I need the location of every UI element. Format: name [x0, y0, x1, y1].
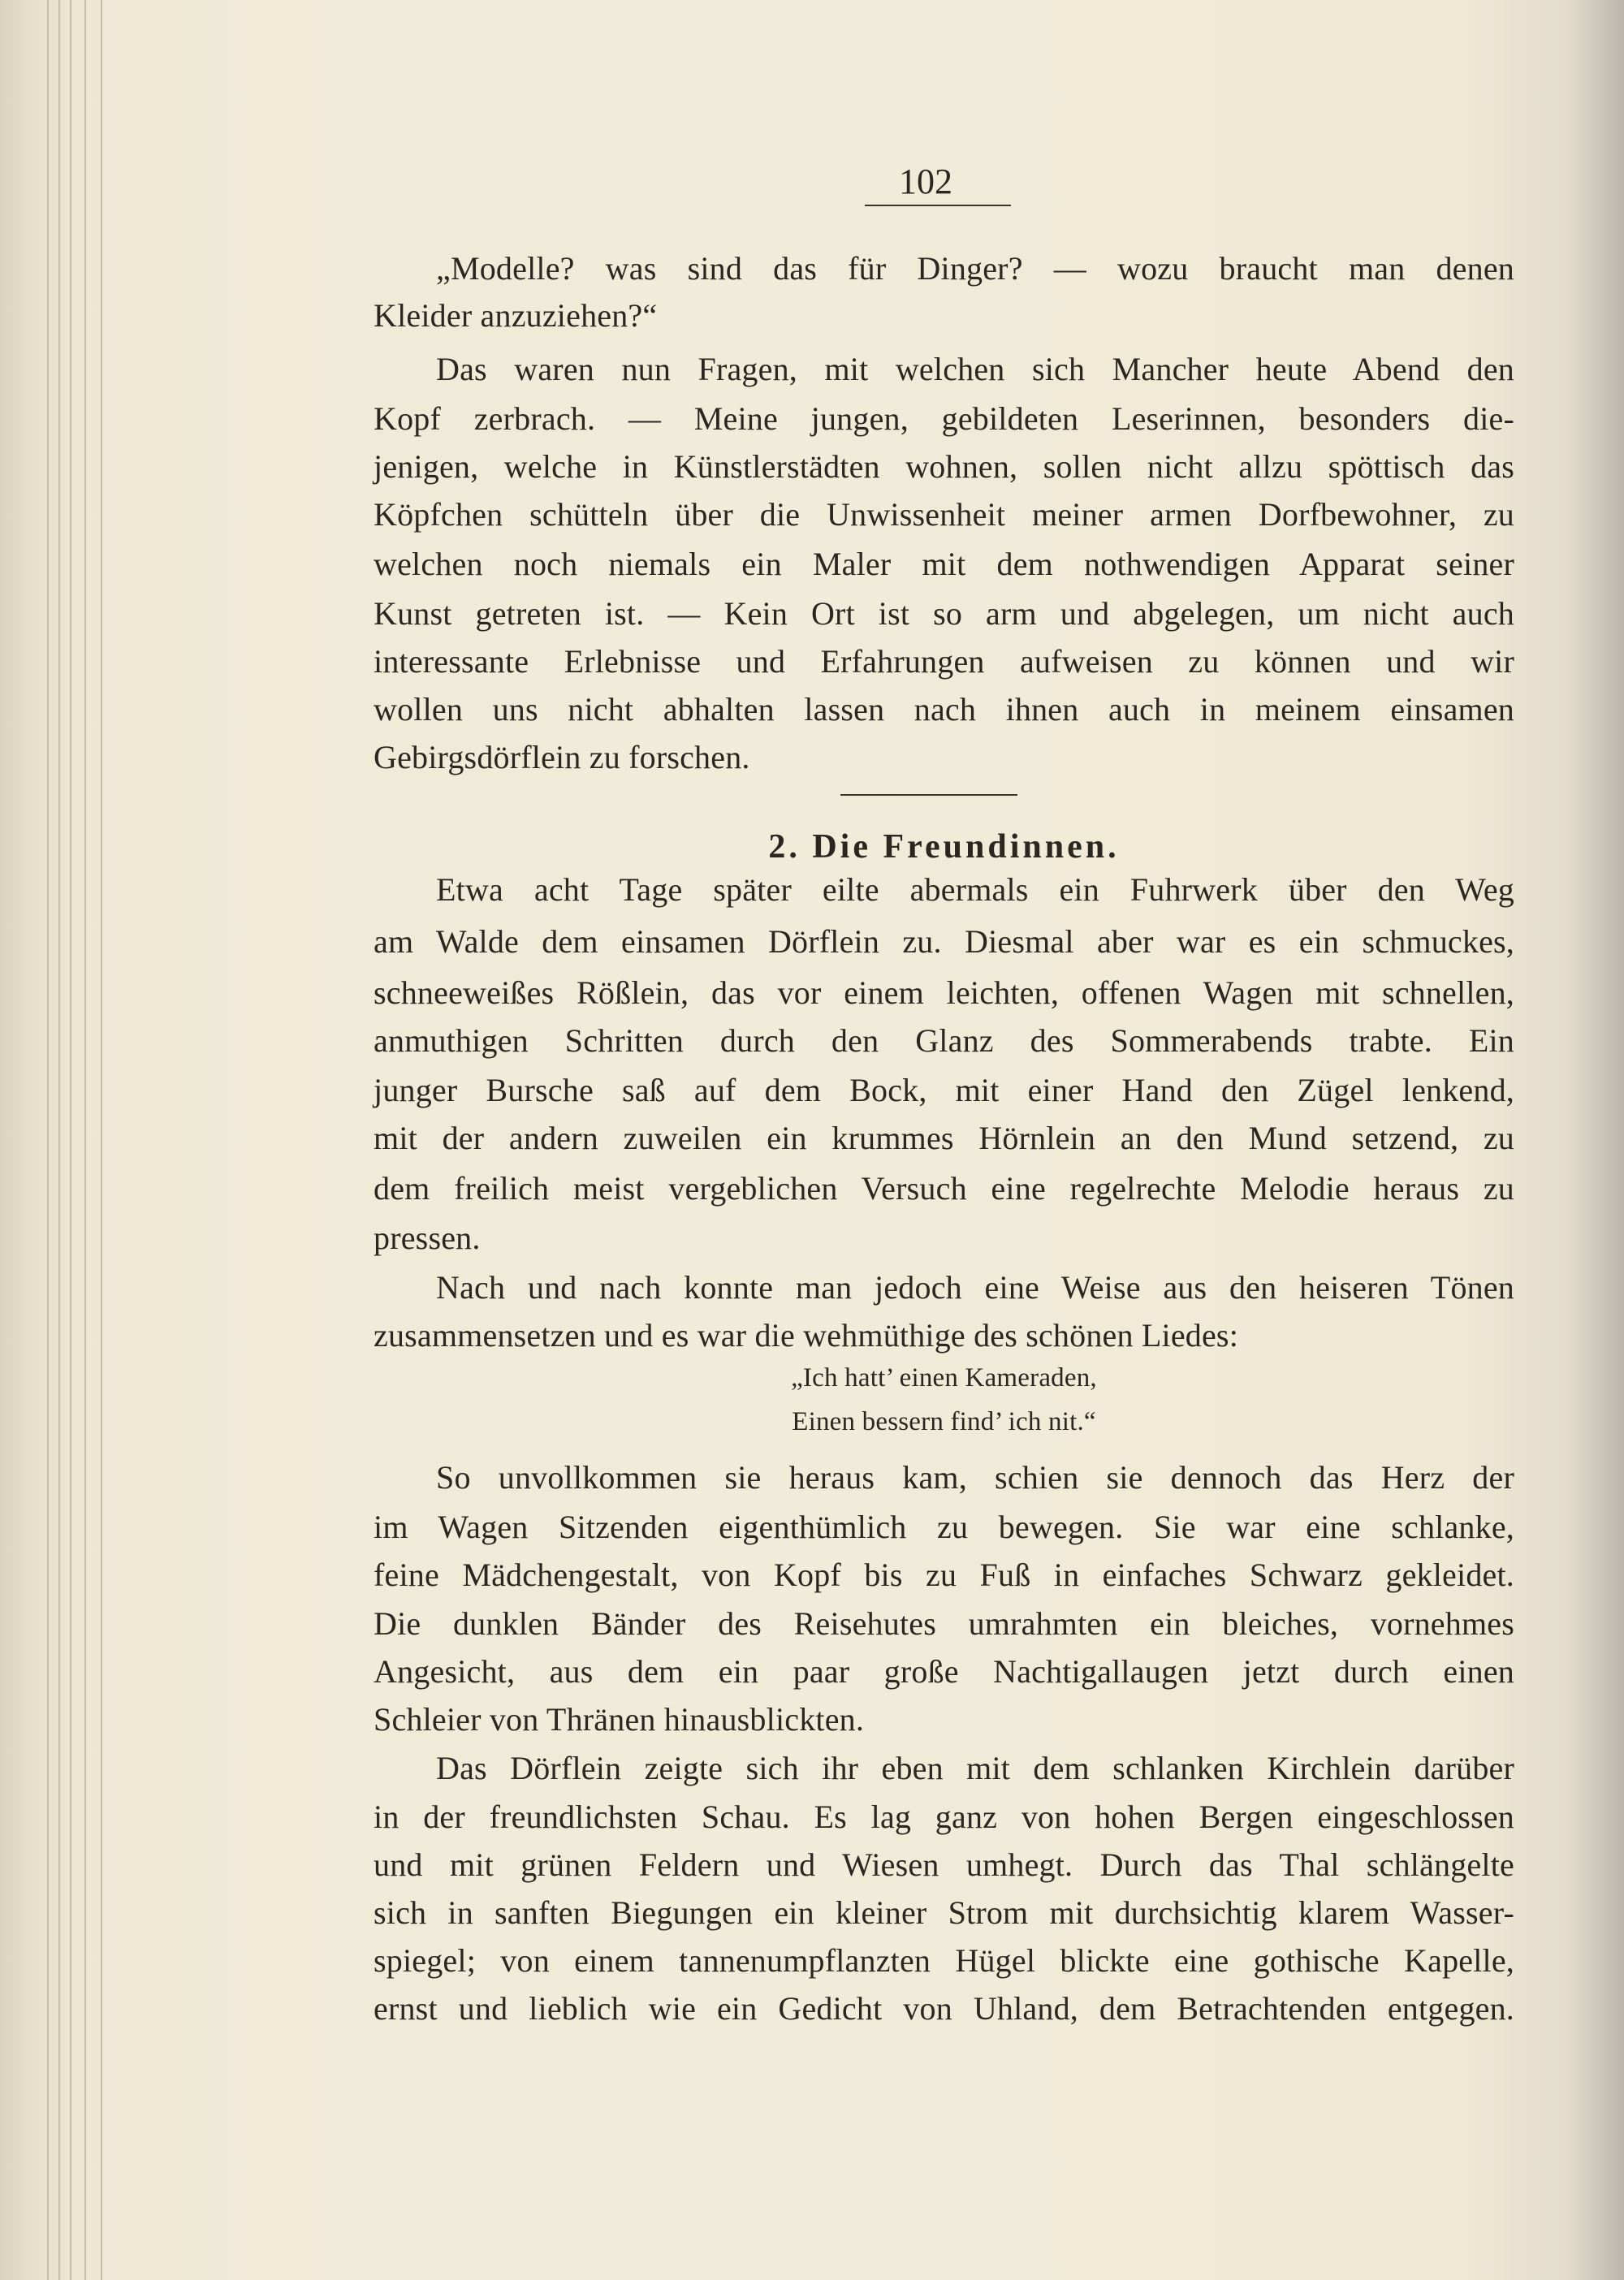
verse-line: „Ich hatt’ einen Kameraden,	[791, 1363, 1097, 1393]
text-line: zusammensetzen und es war die wehmüthige des schönen Liedes:	[374, 1317, 1239, 1354]
page-edge	[70, 0, 71, 2280]
text-line: Angesicht, aus dem ein paar große Nachtigallaugen jetzt durch einen	[374, 1653, 1514, 1690]
text-line: feine Mädchengestalt, von Kopf bis zu Fuß in einfaches Schwarz gekleidet.	[374, 1557, 1514, 1593]
text-line: mit der andern zuweilen ein krummes Hörnlein an den Mund setzend, zu	[374, 1120, 1514, 1156]
text-line: Schleier von Thränen hinausblickten.	[374, 1701, 865, 1738]
text-line: dem freilich meist vergeblichen Versuch eine regelrechte Melodie heraus zu	[374, 1170, 1514, 1207]
text-line: Kleider anzuziehen?“	[374, 297, 658, 334]
page-number: 102	[899, 162, 952, 201]
text-line: Kunst getreten ist. — Kein Ort ist so arm und abgelegen, um nicht auch	[374, 595, 1514, 632]
text-line: Etwa acht Tage später eilte abermals ein Fuhrwerk über den Weg	[436, 871, 1514, 908]
text-line: Nach und nach konnte man jedoch eine Weise aus den heiseren Tönen	[436, 1269, 1514, 1306]
page-number-rule	[865, 205, 1011, 206]
text-line: im Wagen Sitzenden eigenthümlich zu bewegen. Sie war eine schlanke,	[374, 1509, 1514, 1545]
text-line: spiegel; von einem tannenumpflanzten Hügel blickte eine gothische Kapelle,	[374, 1942, 1514, 1979]
section-heading: 2. Die Freundinnen.	[768, 828, 1120, 866]
text-line: Das waren nun Fragen, mit welchen sich Mancher heute Abend den	[436, 351, 1514, 387]
text-line: Das Dörflein zeigte sich ihr eben mit dem schlanken Kirchlein darüber	[436, 1750, 1514, 1786]
text-line: am Walde dem einsamen Dörflein zu. Diesmal aber war es ein schmuckes,	[374, 923, 1514, 960]
text-line: pressen.	[374, 1220, 481, 1256]
page-edge	[84, 0, 86, 2280]
text-line: welchen noch niemals ein Maler mit dem nothwendigen Apparat seiner	[374, 546, 1514, 582]
page-edge	[58, 0, 60, 2280]
text-line: ernst und lieblich wie ein Gedicht von Uhland, dem Betrachtenden entgegen.	[374, 1990, 1514, 2027]
text-line: interessante Erlebnisse und Erfahrungen aufweisen zu können und wir	[374, 643, 1514, 680]
text-line: Die dunklen Bänder des Reisehutes umrahmten ein bleiches, vornehmes	[374, 1605, 1514, 1642]
page-edge	[47, 0, 49, 2280]
text-line: junger Bursche saß auf dem Bock, mit einer Hand den Zügel lenkend,	[374, 1072, 1514, 1108]
section-divider	[840, 794, 1017, 796]
text-line: wollen uns nicht abhalten lassen nach ihnen auch in meinem einsamen	[374, 691, 1514, 728]
text-line: Köpfchen schütteln über die Unwissenheit meiner armen Dorfbewohner, zu	[374, 496, 1514, 533]
text-line: „Modelle? was sind das für Dinger? — wozu braucht man denen	[436, 250, 1514, 287]
text-line: anmuthigen Schritten durch den Glanz des Sommerabends trabte. Ein	[374, 1022, 1514, 1059]
page-edge	[101, 0, 102, 2280]
text-line: jenigen, welche in Künstlerstädten wohnen, sollen nicht allzu spöttisch das	[374, 448, 1514, 485]
text-line: So unvollkommen sie heraus kam, schien sie dennoch das Herz der	[436, 1459, 1514, 1496]
verse-line: Einen bessern find’ ich nit.“	[792, 1407, 1096, 1436]
text-line: Kopf zerbrach. — Meine jungen, gebildeten Leserinnen, besonders die-	[374, 400, 1514, 437]
text-line: in der freundlichsten Schau. Es lag ganz von hohen Bergen eingeschlossen	[374, 1799, 1514, 1835]
text-line: schneeweißes Rößlein, das vor einem leichten, offenen Wagen mit schnellen,	[374, 974, 1514, 1011]
text-line: Gebirgsdörflein zu forschen.	[374, 739, 750, 775]
text-line: sich in sanften Biegungen ein kleiner Strom mit durchsichtig klarem Wasser-	[374, 1894, 1514, 1931]
text-line: und mit grünen Feldern und Wiesen umhegt. Durch das Thal schlängelte	[374, 1846, 1514, 1883]
